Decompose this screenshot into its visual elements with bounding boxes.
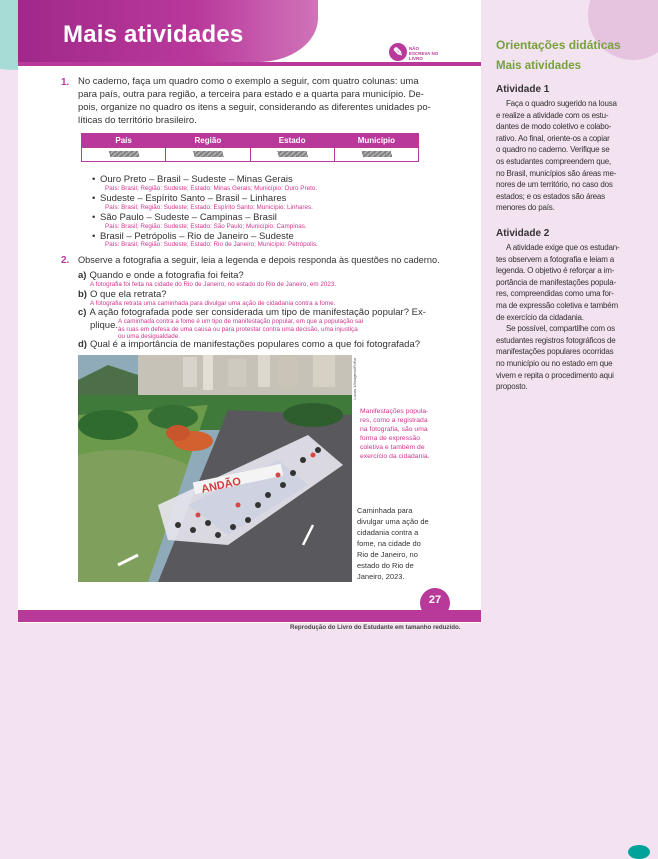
text-line: tes observem a fotografia e leiam a <box>496 254 614 264</box>
answer-d-line: Manifestações popula- <box>360 408 429 415</box>
q2c-text: A ação fotografada pode ser considerada um tipo de manifestação popular? Ex- <box>89 307 426 318</box>
table-header-regiao: Região <box>166 134 250 148</box>
text-line: de exercício da cidadania. <box>496 312 584 322</box>
activity-1-title: Atividade 1 <box>496 84 550 95</box>
question-1-number: 1. <box>61 77 70 88</box>
answer-text: País: Brasil; Região: Sudeste; Estado: São Paulo; Município: Campinas. <box>105 223 307 230</box>
text-line: estudantes registros fotográficos de <box>496 335 616 345</box>
text-line: dantes de modo coletivo e colabo- <box>496 122 612 132</box>
answer-d <box>360 407 452 461</box>
reproduction-note: Reprodução do Livro do Estudante em tamanho reduzido. <box>290 624 461 631</box>
answer-d-line: res, como a registrada <box>360 417 428 424</box>
decorative-dot <box>628 845 650 859</box>
answer-text: A fotografia foi feita na cidade do Rio de Janeiro, no estado do Rio de Janeiro, em 2023. <box>90 281 337 288</box>
photo-banner-text: ANDÃO <box>200 475 243 496</box>
text-line: no município ou no estado em que <box>496 358 613 368</box>
q2a-letter: a) <box>78 270 87 281</box>
answer-d-line: forma de expressão <box>360 435 421 442</box>
text-line: legenda. O objetivo é reforçar a im- <box>496 266 615 276</box>
answer-text: às ruas em defesa de uma causa ou para protestar contra uma decisão, uma injustiça <box>118 325 358 333</box>
title-banner <box>18 0 318 62</box>
text-line: o quadro no caderno. Verifique se <box>496 145 610 155</box>
sidebar-subheading: Mais atividades <box>496 60 582 72</box>
q2d-letter: d) <box>78 339 87 350</box>
text-line: vivem e repita o procedimento aqui <box>496 370 614 380</box>
table-cell: \\\\\\\\\\\\\\\\\\\\\\\\ <box>82 148 166 162</box>
answer-text: País: Brasil; Região: Sudeste; Estado: Minas Gerais; Município: Ouro Preto. <box>105 185 318 192</box>
caption-line: Caminhada para <box>357 506 413 515</box>
page-number: 27 <box>420 588 450 618</box>
page-title: Mais atividades <box>63 21 244 48</box>
no-write-label: NÃO ESCREVA NO LIVRO <box>409 46 439 61</box>
answer-text: A fotografia retrata uma caminhada para divulgar uma ação de cidadania contra a fome. <box>90 300 336 307</box>
march-photo <box>78 355 352 582</box>
activity-1-text <box>496 98 625 214</box>
text-line: A atividade exige que os estudan- <box>506 243 620 252</box>
answer-d-line: exercício da cidadania. <box>360 453 430 460</box>
q1-line-1: No caderno, faça um quadro como o exemplo a seguir, com quatro colunas: uma <box>78 76 419 87</box>
text-line: menores do país. <box>496 203 555 213</box>
list-item: • Sudeste – Espírito Santo – Brasil – Linhares <box>100 193 286 204</box>
question-2-number: 2. <box>61 255 70 266</box>
table-header-estado: Estado <box>250 134 334 148</box>
text-line: no Brasil, municípios são áreas me- <box>496 168 617 178</box>
list-item: • Brasil – Petrópolis – Rio de Janeiro – Sudeste <box>100 231 294 242</box>
text-line: res, compreendidas como uma for- <box>496 289 614 299</box>
table-cell: \\\\\\\\\\\\\\\\\\\\\\\\ <box>334 148 418 162</box>
answer-d-line: na fotografia, são uma <box>360 426 428 433</box>
q2c-text-cont: plique. <box>90 320 118 331</box>
text-line: estados; e os estados são áreas <box>496 191 605 201</box>
q1-line-2: para país, outra para região, a terceira para estado e a quarta para município. De- <box>78 89 424 100</box>
activity-2-text <box>496 242 625 393</box>
example-table <box>81 133 419 162</box>
textbook-page <box>18 0 481 623</box>
text-line: Se possível, compartilhe com os <box>506 324 615 334</box>
q2b-text: O que ela retrata? <box>89 289 167 300</box>
answer-text: ou uma desigualdade. <box>118 333 180 340</box>
answer-text: País: Brasil; Região: Sudeste; Estado: Espírito Santo; Município: Linhares. <box>105 204 313 211</box>
caption-line: estado do Rio de <box>357 561 414 570</box>
photo-illustration <box>78 355 352 582</box>
table-cell: \\\\\\\\\\\\\\\\\\\\\\\\ <box>166 148 250 162</box>
q2b-letter: b) <box>78 289 87 300</box>
text-line: Faça o quadro sugerido na lousa <box>506 99 617 108</box>
no-write-badge <box>389 42 439 64</box>
sidebar-heading: Orientações didáticas <box>496 38 621 52</box>
caption-line: fome, na cidade do <box>357 539 421 548</box>
list-item: • São Paulo – Sudeste – Campinas – Brasil <box>100 212 277 223</box>
text-line: rativo. Ao final, oriente-os a copiar <box>496 133 610 143</box>
caption-line: Rio de Janeiro, no <box>357 550 418 559</box>
text-line: e realize a atividade com os estu- <box>496 110 609 120</box>
q1-line-4: líticas do território brasileiro. <box>78 115 197 126</box>
answer-text: A caminhada contra a fome é um tipo de manifestação popular, em que a população sai <box>118 318 364 325</box>
bottom-bar <box>18 610 481 622</box>
table-header-pais: País <box>82 134 166 148</box>
photo-credit: Lucas 1/Imagens/Folha <box>352 358 357 400</box>
text-line: manifestações populares ocorridas <box>496 347 614 357</box>
text-line: ma de expressão coletiva e também <box>496 300 618 310</box>
pencil-crossed-icon: ✎ <box>389 43 407 61</box>
q1-line-3: pois, organize no quadro os itens a seguir, considerando as diferentes unidades po- <box>78 102 431 113</box>
q2c-letter: c) <box>78 307 87 318</box>
caption-line: divulgar uma ação de <box>357 517 429 526</box>
text-line: os estudantes compreendem que, <box>496 156 611 166</box>
table-cell: \\\\\\\\\\\\\\\\\\\\\\\\ <box>250 148 334 162</box>
text-line: proposto. <box>496 382 528 392</box>
list-item: • Ouro Preto – Brasil – Sudeste – Minas Gerais <box>100 174 293 185</box>
caption-line: cidadania contra a <box>357 528 419 537</box>
table-header-municipio: Município <box>334 134 418 148</box>
q2d-text: Qual é a importância de manifestações populares como a que foi fotografada? <box>89 339 421 350</box>
q2-intro: Observe a fotografia a seguir, leia a legenda e depois responda às questões no caderno. <box>78 255 440 265</box>
q2a-text: Quando e onde a fotografia foi feita? <box>89 270 244 281</box>
activity-2-title: Atividade 2 <box>496 228 550 239</box>
text-line: nores de um território, no caso dos <box>496 180 613 190</box>
text-line: portância de manifestações popula- <box>496 277 616 287</box>
q2d <box>78 339 420 351</box>
answer-d-line: coletiva e também de <box>360 444 425 451</box>
photo-caption <box>357 505 435 582</box>
answer-text: País: Brasil; Região: Sudeste; Estado: Rio de Janeiro; Município: Petrópolis. <box>105 241 318 248</box>
caption-line: Janeiro, 2023. <box>357 572 405 581</box>
